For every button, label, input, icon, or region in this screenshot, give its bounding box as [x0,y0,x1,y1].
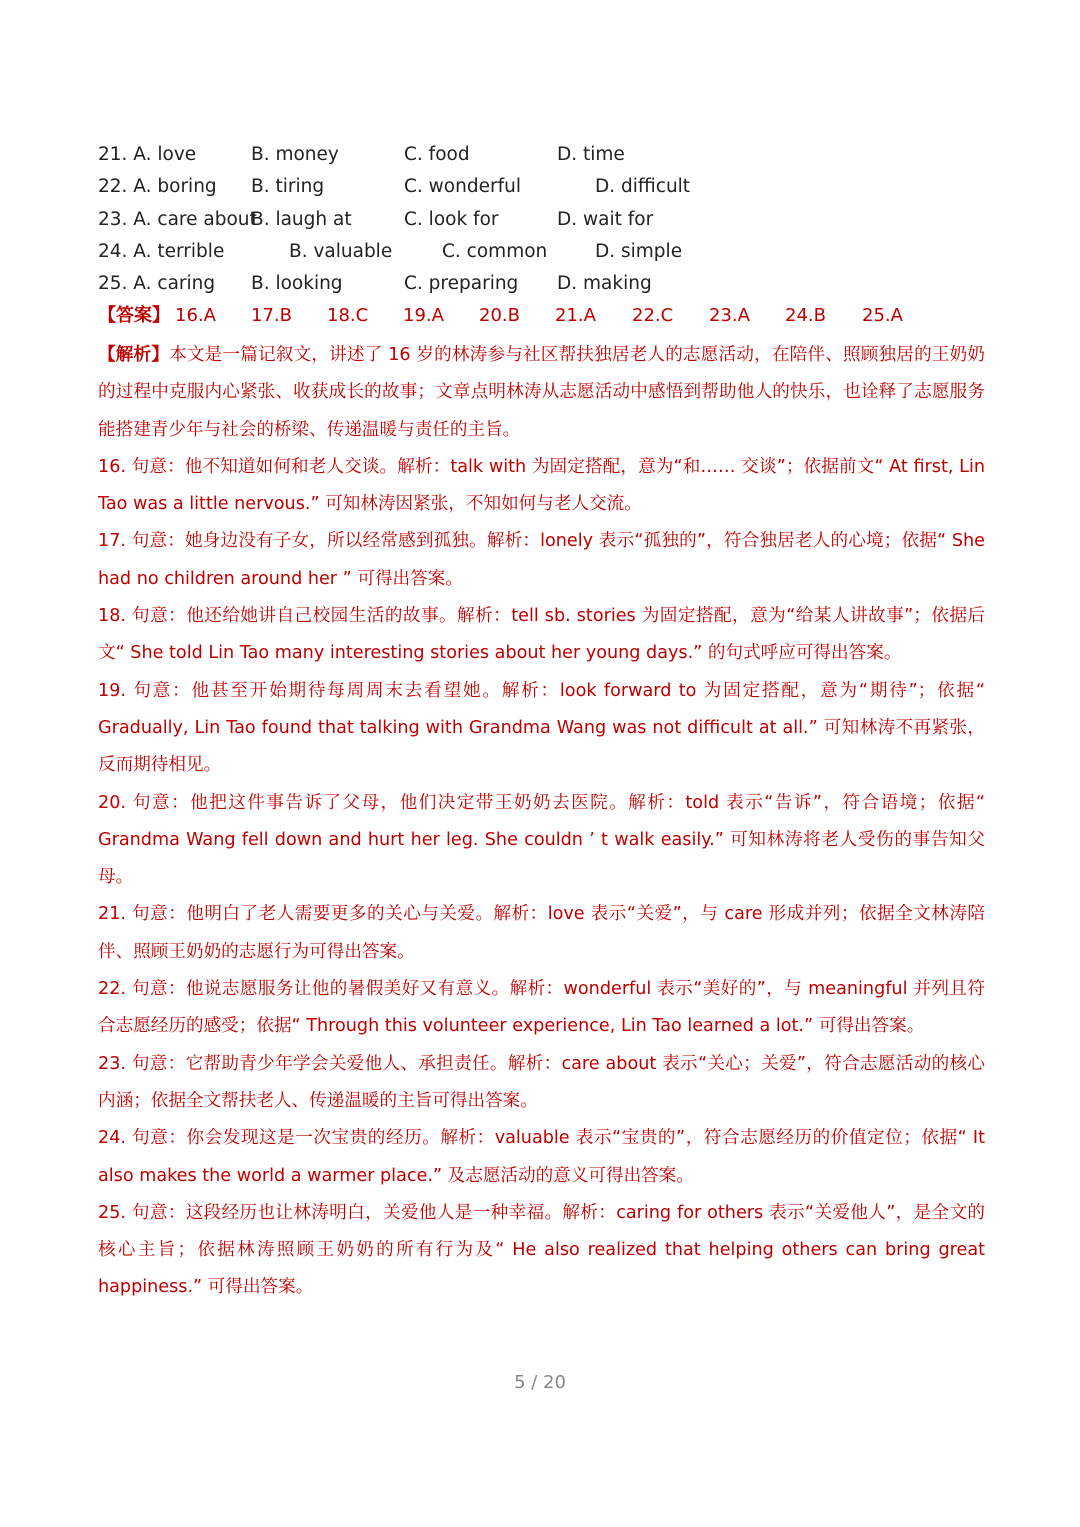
analysis-item-25: 25. 句意：这段经历也让林涛明白，关爱他人是一种幸福。解析：caring for others 表示“关爱他人”，是全文的核心主旨；依据林涛照顾王奶奶的所有行为及“ He also realized that helping others can bring great happiness.” 可得出答案。 [98,1202,985,1298]
analysis-label: 【解析】 [98,345,170,365]
option-c: C. look for [404,208,499,230]
answer-item: 23.A [709,305,750,326]
analysis-intro [98,337,985,449]
answer-item: 24.B [785,305,826,326]
option-c: C. preparing [404,273,519,295]
option-b: B. valuable [289,240,393,262]
analysis-item-16: 16. 句意：他不知道如何和老人交谈。解析：talk with 为固定搭配，意为“和…… 交谈”；依据前文“ At first, Lin Tao was a little nervous.” 可知林涛因紧张，不知如何与老人交流。 [98,456,985,515]
analysis-item-20: 20. 句意：他把这件事告诉了父母，他们决定带王奶奶去医院。解析：told 表示“告诉”，符合语境；依据“ Grandma Wang fell down and hurt her leg. She couldn ’ t walk easily.” 可知林涛将老人受伤的事告知父母。 [98,792,985,888]
option-d: D. time [557,144,625,165]
analysis-item-18: 18. 句意：他还给她讲自己校园生活的故事。解析：tell sb. stories 为固定搭配，意为“给某人讲故事”；依据后文“ She told Lin Tao many interesting stories about her young days.” 的句式呼应可得出答案。 [98,606,985,664]
analysis-intro-text: 本文是一篇记叙文，讲述了 16 岁的林涛参与社区帮扶独居老人的志愿活动，在陪伴、照顾独居的王奶奶的过程中克服内心紧张、收获成长的故事；文章点明林涛从志愿活动中感悟到帮助他人的快乐，也诠释了志愿服务能搭建青少年与社会的桥梁、传递温暖与责任的主旨。 [98,345,985,440]
answer-item: 17.B [251,305,292,326]
option-c: C. wonderful [404,176,521,198]
option-b: B. looking [251,273,343,295]
option-b: B. laugh at [251,208,352,230]
answer-item: 18.C [327,305,369,326]
analysis-item-24: 24. 句意：你会发现这是一次宝贵的经历。解析：valuable 表示“宝贵的”，符合志愿经历的价值定位；依据“ It also makes the world a warmer place.” 及志愿活动的意义可得出答案。 [98,1128,985,1186]
answer-item: 16.A [175,305,216,326]
option-d: D. difficult [595,176,691,198]
analysis-item-22: 22. 句意：他说志愿服务让他的暑假美好又有意义。解析：wonderful 表示“美好的”，与 meaningful 并列且符合志愿经历的感受；依据“ Through this volunteer experience, Lin Tao learned a lot.” 可得出答案。 [98,979,985,1037]
analysis-item-17: 17. 句意：她身边没有子女，所以经常感到孤独。解析：lonely 表示“孤独的”，符合独居老人的心境；依据“ She had no children around her ” 可得出答案。 [98,531,985,589]
analysis-item-19: 19. 句意：他甚至开始期待每周周末去看望她。解析：look forward to 为固定搭配，意为“期待”；依据“ Gradually, Lin Tao found that talking with Grandma Wang was not difficult at all.” 可知林涛不再紧张，反而期待相见。 [98,680,985,776]
analysis-section [98,337,985,1307]
answer-key [98,301,998,331]
option-d: D. simple [595,240,683,262]
page-number: 5 / 20 [514,1372,566,1393]
option-d: D. wait for [557,208,654,230]
option-a: 24. A. terrible [98,240,225,262]
answer-item: 22.C [632,305,674,326]
option-b: B. money [251,144,339,165]
option-d: D. making [557,273,652,295]
option-a: 25. A. caring [98,273,216,295]
option-c: C. food [404,144,470,165]
option-c: C. common [442,240,548,262]
analysis-item-23: 23. 句意：它帮助青少年学会关爱他人、承担责任。解析：care about 表示“关心；关爱”，符合志愿活动的核心内涵；依据全文帮扶老人、传递温暖的主旨可得出答案。 [98,1053,985,1111]
option-b: B. tiring [251,176,325,198]
analysis-item-21: 21. 句意：他明白了老人需要更多的关心与关爱。解析：love 表示“关爱”，与 care 形成并列；依据全文林涛陪伴、照顾王奶奶的志愿行为可得出答案。 [98,904,985,962]
option-a: 23. A. care about [98,208,257,230]
answer-item: 19.A [403,305,444,326]
answer-item: 25.A [862,305,903,326]
answer-item: 20.B [479,305,520,326]
option-a: 21. A. love [98,144,197,165]
answer-item: 21.A [555,305,596,326]
answer-label: 【答案】 [98,305,170,326]
option-a: 22. A. boring [98,176,217,198]
